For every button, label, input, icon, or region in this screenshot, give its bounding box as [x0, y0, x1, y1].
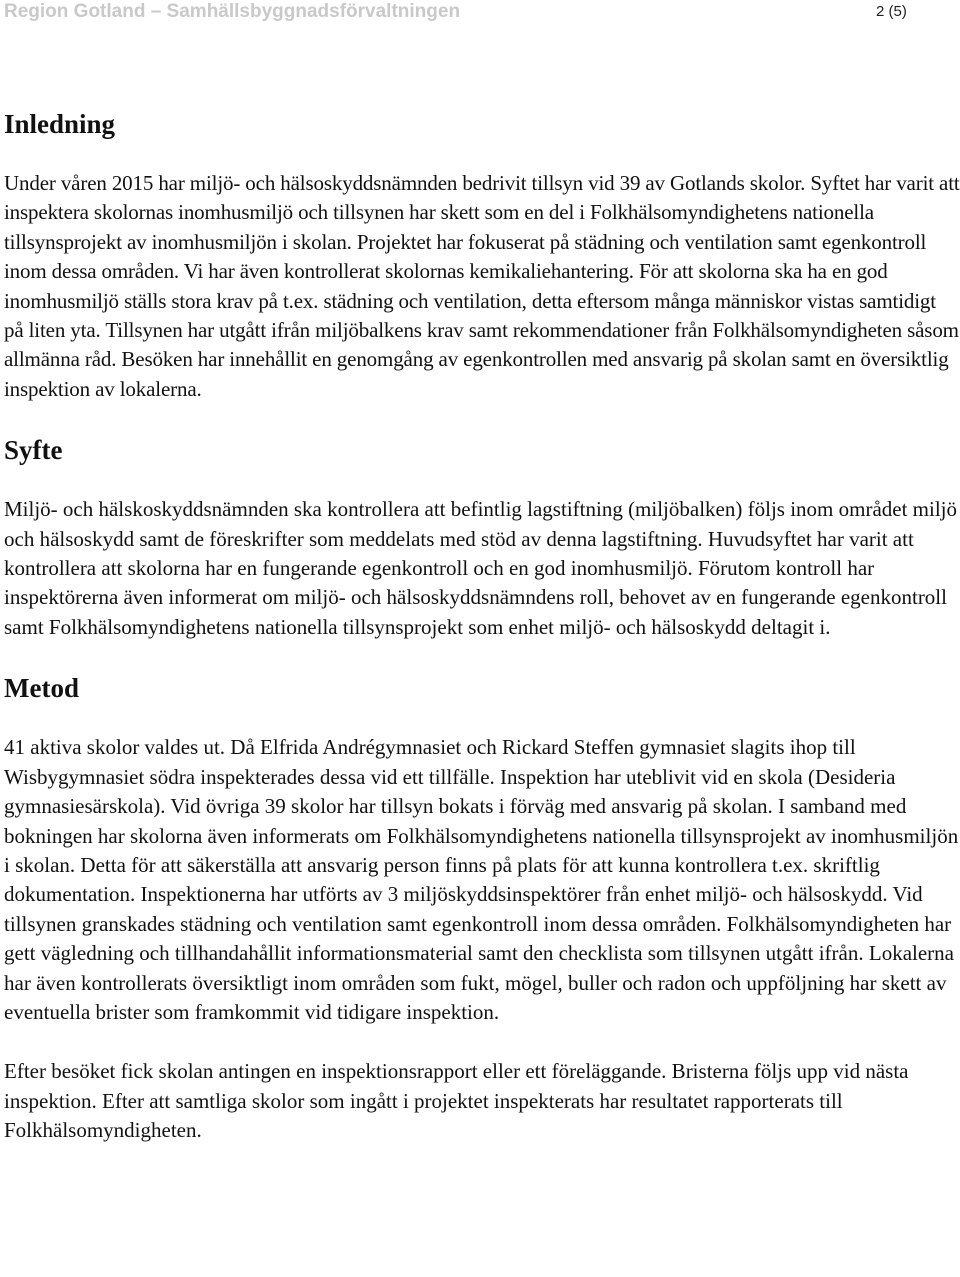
page-number: 2 (5) [876, 3, 907, 20]
section-heading-syfte: Syfte [4, 435, 63, 466]
document-body [4, 108, 960, 1146]
section-metod [4, 672, 960, 1145]
section-syfte [4, 434, 960, 642]
header-organization: Region Gotland – Samhällsbyggnadsförvaltningen [4, 1, 461, 22]
page-header [0, 0, 960, 28]
paragraph-syfte: Miljö- och hälskoskyddsnämnden ska kontrollera att befintlig lagstiftning (miljöbalken) följs inom området miljö och hälsoskydd samt de föreskrifter som meddelats med stöd av denna lagstiftning. Huvudsyftet har varit att kontrollera att skolorna har en fungerande egenkontroll och en god inomhusmiljö. Förutom kontroll har inspektörerna även informerat om miljö- och hälsoskyddsnämndens roll, behovet av en fungerande egenkontroll samt Folkhälsomyndighetens nationella tillsynsprojekt som enhet miljö- och hälsoskydd deltagit i. [4, 497, 958, 639]
paragraph-inledning: Under våren 2015 har miljö- och hälsoskyddsnämnden bedrivit tillsyn vid 39 av Gotlands skolor. Syftet har varit att inspektera skolornas inomhusmiljö och tillsynen har skett som en del i Folkhälsomyndighetens nationella tillsynsprojekt av inomhusmiljön i skolan. Projektet har fokuserat på städning och ventilation samt egenkontroll inom dessa områden. Vi har även kontrollerat skolornas kemikaliehantering. För att skolorna ska ha en god inomhusmiljö ställs stora krav på t.ex. städning och ventilation, detta eftersom många människor vistas samtidigt på liten yta. Tillsynen har utgått ifrån miljöbalkens krav samt rekommendationer från Folkhälsomyndigheten såsom allmänna råd. Besöken har innehållit en genomgång av egenkontrollen med ansvarig på skolan samt en översiktlig inspektion av lokalerna. [4, 171, 960, 401]
section-inledning [4, 108, 960, 404]
section-heading-inledning: Inledning [4, 109, 116, 139]
paragraph-metod-1: 41 aktiva skolor valdes ut. Då Elfrida Andrégymnasiet och Rickard Steffen gymnasiet slagits ihop till Wisbygymnasiet södra inspekterades dessa vid ett tillfälle. Inspektion har uteblivit vid en skola (Desideria gymnasiesärskola). Vid övriga 39 skolor har tillsyn bokats i förväg med ansvarig på skolan. I samband med bokningen har skolorna även informerats om Folkhälsomyndighetens nationella tillsynsprojekt av inomhusmiljön i skolan. Detta för att säkerställa att ansvarig person finns på plats för att kunna kontrollera t.ex. skriftlig dokumentation. Inspektionerna har utförts av 3 miljöskyddsinspektörer från enhet miljö- och hälsoskydd. Vid tillsynen granskades städning och ventilation samt egenkontroll inom dessa områden. Folkhälsomyndigheten har gett vägledning och tillhandahållit informationsmaterial samt den checklista som tillsynen utgått ifrån. Lokalerna har även kontrollerats översiktligt inom områden som fukt, mögel, buller och radon och uppföljning har skett av eventuella brister som framkommit vid tidigare inspektion. [4, 735, 959, 1024]
section-heading-metod: Metod [4, 673, 79, 704]
paragraph-metod-2: Efter besöket fick skolan antingen en inspektionsrapport eller ett föreläggande. Bristerna följs upp vid nästa inspektion. Efter att samtliga skolor som ingått i projektet inspekterats har resultatet rapporterats till Folkhälsomyndigheten. [4, 1059, 909, 1143]
